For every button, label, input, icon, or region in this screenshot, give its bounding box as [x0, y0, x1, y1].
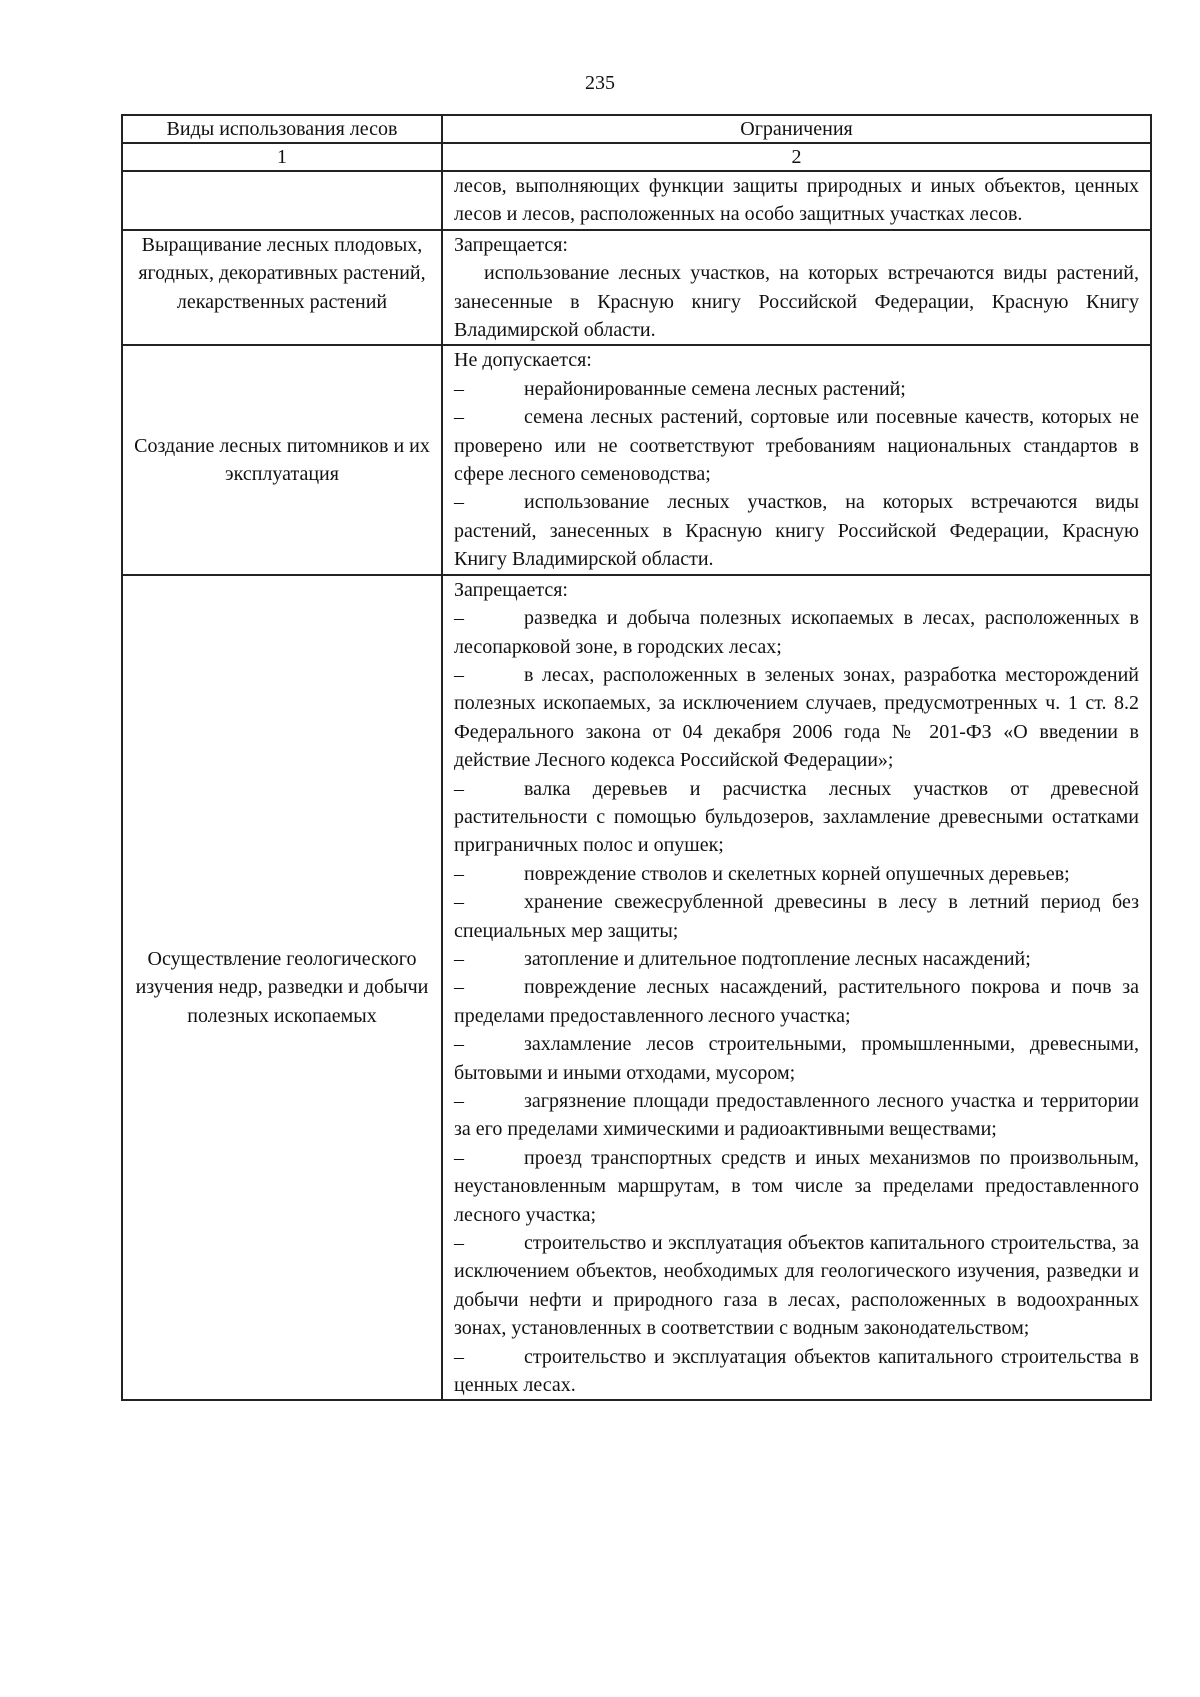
dash-bullet: – — [454, 377, 464, 400]
restriction-item-text: нерайонированные семена лесных растений; — [524, 377, 906, 400]
restriction-lead: Запрещается: — [454, 233, 568, 256]
restrictions-table — [121, 114, 1152, 1401]
restriction-item-text: проезд транспортных средств и иных механизмов по произвольным, неустановленным маршрутам, в том числе за пределами предоставленного лесного участка; — [454, 1146, 1139, 1226]
restriction-lead: Запрещается: — [454, 578, 568, 601]
dash-bullet: – — [454, 777, 464, 800]
restriction-item — [454, 945, 1139, 973]
restriction-item — [454, 604, 1139, 661]
restriction-paragraph: использование лесных участков, на которых встречаются виды растений, занесенные в Красную книгу Российской Федерации, Красную Книгу Владимирской области. — [454, 262, 1139, 342]
restriction-item-text: в лесах, расположенных в зеленых зонах, разработка месторождений полезных ископаемых, за исключением случаев, предусмотренных ч. 1 ст. 8.2 Федерального закона от 04 декабря 2006 года № 201-ФЗ «О введении в действие Лесного кодекса Российской Федерации»; — [454, 663, 1139, 772]
dash-bullet: – — [454, 947, 464, 970]
restriction-item — [454, 775, 1139, 860]
header-forest-use: Виды использования лесов — [122, 115, 442, 143]
page-number: 235 — [585, 72, 615, 94]
restriction-item — [454, 403, 1139, 488]
column-number-2: 2 — [442, 143, 1151, 171]
restriction-item — [454, 973, 1139, 1030]
dash-bullet: – — [454, 1090, 464, 1112]
restrictions-cell — [442, 171, 1151, 230]
restriction-item — [454, 1030, 1139, 1087]
restriction-item — [454, 888, 1139, 945]
restrictions-cell — [442, 230, 1151, 346]
restriction-item — [454, 488, 1139, 573]
restriction-item-text: повреждение лесных насаждений, растительного покрова и почв за пределами предоставленного лесного участка; — [454, 976, 1139, 1027]
header-restrictions: Ограничения — [442, 115, 1151, 143]
table-row — [122, 171, 1151, 230]
restriction-item-text: валка деревьев и расчистка лесных участков от древесной растительности с помощью бульдозеров, захламление древесными остатками приграничных полос и опушек; — [454, 777, 1139, 857]
dash-bullet: – — [454, 607, 464, 630]
forest-use-cell: Создание лесных питомников и их эксплуатация — [122, 345, 442, 574]
restriction-item — [454, 1144, 1139, 1229]
dash-bullet: – — [454, 976, 464, 999]
restriction-lead: Не допускается: — [454, 349, 592, 372]
dash-bullet: – — [454, 491, 464, 514]
dash-bullet: – — [454, 663, 464, 686]
restriction-item-text: повреждение стволов и скелетных корней опушечных деревьев; — [524, 862, 1070, 885]
table-row — [122, 345, 1151, 574]
restriction-item-text: затопление и длительное подтопление лесных насаждений; — [524, 947, 1031, 970]
forest-use-cell: Осуществление геологического изучения недр, разведки и добычи полезных ископаемых — [122, 575, 442, 1401]
restriction-item — [454, 661, 1139, 775]
restriction-item-text: использование лесных участков, на которых встречаются виды растений, занесенных в Красную книгу Российской Федерации, Красную Книгу Владимирской области. — [454, 491, 1139, 571]
restriction-item-text: строительство и эксплуатация объектов капитального строительства в ценных лесах. — [454, 1345, 1139, 1397]
dash-bullet: – — [454, 891, 464, 914]
restriction-item-text: строительство и эксплуатация объектов капитального строительства, за исключением объектов, необходимых для геологического изучения, разведки и добычи нефти и природного газа в лесах, расположенных в водоохранных зонах, установленных в соответствии с водным законодательством; — [454, 1232, 1139, 1340]
table-column-number-row — [122, 143, 1151, 171]
restriction-item-text: захламление лесов строительными, промышленными, древесными, бытовыми и иными отходами, мусором; — [454, 1033, 1139, 1084]
restriction-item-text: хранение свежесрубленной древесины в лесу в летний период без специальных мер защиты; — [454, 891, 1139, 942]
table-row — [122, 575, 1151, 1401]
forest-use-cell: Выращивание лесных плодовых, ягодных, декоративных растений, лекарственных растений — [122, 230, 442, 346]
restriction-item-text: семена лесных растений, сортовые или посевные качеств, которых не проверено или не соответствуют требованиям национальных стандартов в сфере лесного семеноводства; — [454, 406, 1139, 486]
dash-bullet: – — [454, 1232, 464, 1255]
dash-bullet: – — [454, 862, 464, 885]
table-header-row — [122, 115, 1151, 143]
restriction-item-text: разведка и добыча полезных ископаемых в лесах, расположенных в лесопарковой зоне, в городских лесах; — [454, 607, 1139, 658]
dash-bullet: – — [454, 1033, 464, 1056]
dash-bullet: – — [454, 406, 464, 429]
restriction-item — [454, 375, 1139, 403]
table-row — [122, 230, 1151, 346]
restriction-item — [454, 1229, 1139, 1343]
dash-bullet: – — [454, 1146, 464, 1169]
restriction-item-text: загрязнение площади предоставленного лесного участка и территории за его пределами химическими и радиоактивными веществами; — [454, 1090, 1139, 1141]
restrictions-cell — [442, 345, 1151, 574]
restriction-paragraph: лесов, выполняющих функции защиты природных и иных объектов, ценных лесов и лесов, расположенных на особо защитных участках лесов. — [454, 175, 1139, 226]
column-number-1: 1 — [122, 143, 442, 171]
restriction-item — [454, 860, 1139, 888]
restriction-item — [454, 1087, 1139, 1144]
restriction-item — [454, 1343, 1139, 1400]
restrictions-cell — [442, 575, 1151, 1401]
dash-bullet: – — [454, 1345, 464, 1368]
forest-use-cell — [122, 171, 442, 230]
